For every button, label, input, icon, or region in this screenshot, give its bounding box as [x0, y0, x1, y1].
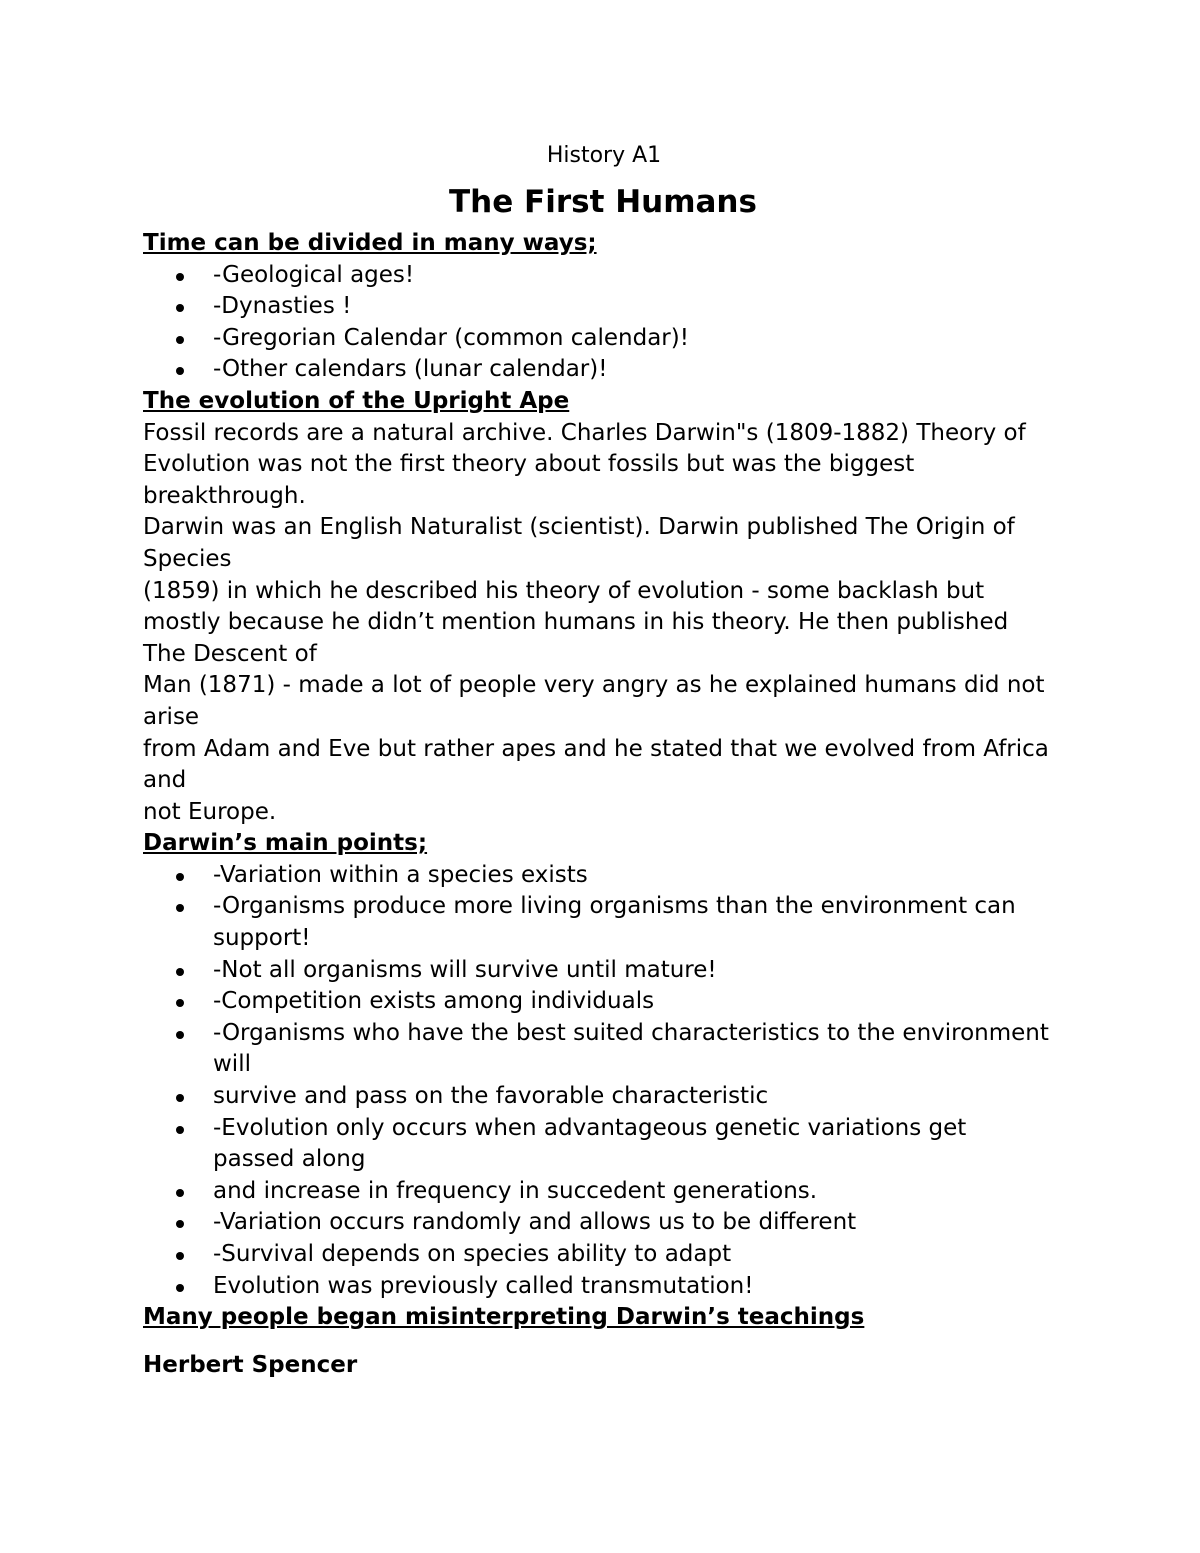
bullet-icon [176, 1094, 184, 1102]
bullet-icon [176, 904, 184, 912]
section-heading-darwin-points: Darwin’s main points; [143, 830, 428, 857]
list-item: -Survival depends on species ability to adapt [143, 1239, 1053, 1271]
paragraph: from Adam and Eve but rather apes and he stated that we evolved from Africa and [143, 735, 1049, 794]
section-heading-time-divisions: Time can be divided in many ways; [143, 230, 597, 256]
list-item: -Organisms produce more living organisms than the environment can support! [143, 891, 1053, 954]
document-subtitle: History A1 [546, 143, 662, 168]
bullet-icon [176, 336, 184, 344]
paragraph: (1859) in which he described his theory of evolution - some backlash but mostly because he didn’t mention humans in his theory. He then published The Descent of [143, 577, 1009, 667]
bullet-icon [176, 273, 184, 281]
list-item: and increase in frequency in succedent generations. [143, 1176, 1053, 1208]
bullet-icon [176, 1031, 184, 1039]
bullet-icon [176, 999, 184, 1007]
list-item: -Gregorian Calendar (common calendar)! [143, 323, 1053, 355]
paragraph: not Europe. [143, 798, 277, 825]
bullet-icon [176, 968, 184, 976]
bullet-icon [176, 1252, 184, 1260]
bullet-icon [176, 367, 184, 375]
bullet-icon [176, 304, 184, 312]
list-item: -Evolution only occurs when advantageous genetic variations get passed along [143, 1113, 1053, 1176]
time-divisions-list [143, 260, 1063, 386]
list-item: -Organisms who have the best suited characteristics to the environment will [143, 1018, 1053, 1081]
list-item: survive and pass on the favorable characteristic [143, 1081, 1053, 1113]
bullet-icon [176, 873, 184, 881]
list-item: -Not all organisms will survive until mature! [143, 955, 1053, 987]
list-item: Evolution was previously called transmutation! [143, 1271, 1053, 1303]
list-item: -Variation within a species exists [143, 860, 1053, 892]
paragraph: Fossil records are a natural archive. Charles Darwin"s (1809-1882) Theory of Evolution was not the first theory about fossils but was the biggest breakthrough. [143, 419, 1026, 509]
bullet-icon [176, 1126, 184, 1134]
document-title: The First Humans [449, 184, 757, 220]
list-item: -Dynasties ! [143, 291, 1053, 323]
paragraph: Darwin was an English Naturalist (scientist). Darwin published The Origin of Species [143, 514, 1015, 572]
document-page [143, 138, 1063, 1381]
bullet-icon [176, 1189, 184, 1197]
section-heading-misinterpretation: Many people began misinterpreting Darwin’s teachings [143, 1304, 865, 1331]
list-item: -Competition exists among individuals [143, 986, 1053, 1018]
section-heading-upright-ape: The evolution of the Upright Ape [143, 387, 570, 414]
paragraph: Man (1871) - made a lot of people very angry as he explained humans did not arise [143, 672, 1045, 730]
darwin-points-list [143, 860, 1063, 1302]
list-item: -Geological ages! [143, 260, 1053, 292]
subheading-herbert-spencer: Herbert Spencer [143, 1351, 358, 1378]
bullet-icon [176, 1284, 184, 1292]
bullet-icon [176, 1220, 184, 1228]
list-item: -Variation occurs randomly and allows us to be different [143, 1207, 1053, 1239]
list-item: -Other calendars (lunar calendar)! [143, 354, 1053, 386]
